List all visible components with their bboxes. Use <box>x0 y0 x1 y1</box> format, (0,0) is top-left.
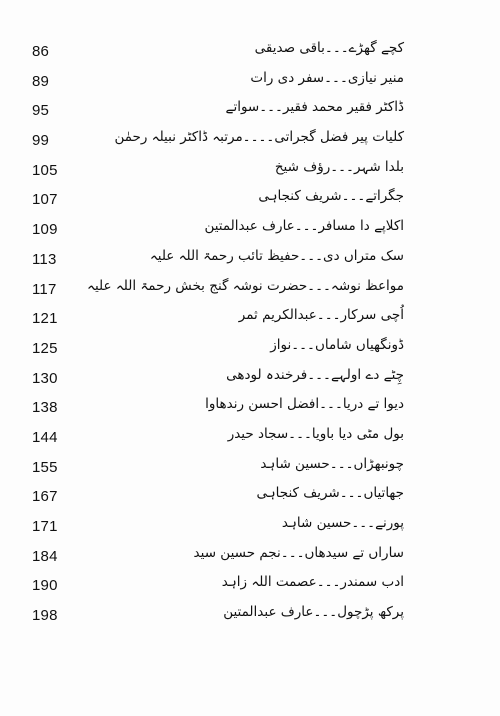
entry-title: ادب سمندر۔۔۔عصمت اللہ زاہد <box>221 574 404 591</box>
entry-title: اکلاپے دا مسافر۔۔۔عارف عبدالمتین <box>204 218 404 235</box>
page-number: 167 <box>32 488 58 506</box>
entry-title: دیوا تے دریا۔۔۔افضل احسن رندھاوا <box>205 396 404 413</box>
entry-title: ڈاکٹر فقیر محمد فقیر۔۔۔سواتے <box>225 99 404 116</box>
page-number: 198 <box>32 607 58 625</box>
page-number: 113 <box>32 250 57 268</box>
entry-title: اُچی سرکار۔۔۔عبدالکریم ثمر <box>238 307 404 324</box>
entry-title: پرکھ پڑچول۔۔۔عارف عبدالمتین <box>223 604 404 621</box>
page-number: 107 <box>32 191 58 209</box>
page-number: 95 <box>32 102 50 120</box>
toc-row <box>0 216 500 246</box>
page-number: 155 <box>32 458 58 476</box>
toc-row <box>0 454 500 484</box>
entry-title: جھاتیاں۔۔۔شریف کنجاہی <box>256 485 404 502</box>
page-number: 86 <box>32 43 50 60</box>
entry-title: سک متراں دی۔۔۔حفیظ تائب رحمۃ اللہ علیہ <box>149 247 404 264</box>
table-of-contents <box>0 38 500 632</box>
entry-title: ساراں تے سیدھاں۔۔۔نجم حسین سید <box>193 544 404 561</box>
toc-row <box>0 97 500 127</box>
toc-row <box>0 127 500 157</box>
entry-title: ڈونگھیاں شاماں۔۔۔نواز <box>270 336 404 353</box>
toc-row <box>0 68 500 98</box>
toc-row <box>0 276 500 306</box>
page-number: 99 <box>32 132 50 150</box>
toc-row <box>0 365 500 395</box>
page-number: 89 <box>32 72 50 90</box>
toc-row <box>0 483 500 513</box>
toc-row <box>0 602 500 632</box>
entry-title: منیر نیازی۔۔۔سفر دی رات <box>250 69 404 86</box>
toc-row <box>0 543 500 573</box>
page-number: 171 <box>32 518 58 535</box>
page-number: 190 <box>32 577 58 595</box>
toc-row <box>0 157 500 187</box>
entry-title: چِٹے دے اولہے۔۔۔فرخندہ لودھی <box>226 366 404 383</box>
page-number: 121 <box>32 310 58 328</box>
toc-row <box>0 186 500 216</box>
entry-title: بول مٹی دیا باویا۔۔۔سجاد حیدر <box>227 425 404 442</box>
toc-row <box>0 572 500 602</box>
entry-title: کلیات پیر فضل گجراتی۔۔۔۔مرتبہ ڈاکٹر نبیلہ رحمٰن <box>114 129 404 146</box>
page-number: 130 <box>32 369 58 387</box>
entry-title: پورنے۔۔۔حسین شاہد <box>281 515 404 531</box>
entry-title: بلدا شہر۔۔۔رؤف شیخ <box>274 158 404 175</box>
page-number: 125 <box>32 339 58 357</box>
page-number: 144 <box>32 428 58 446</box>
entry-title: چونبھڑاں۔۔۔حسین شاہد <box>260 455 404 472</box>
toc-row <box>0 513 500 543</box>
entry-title: کچے گھڑے۔۔۔باقی صدیقی <box>254 40 404 56</box>
toc-row <box>0 335 500 365</box>
entry-title: جگراتے۔۔۔شریف کنجاہی <box>258 188 404 205</box>
toc-row <box>0 394 500 424</box>
page-number: 138 <box>32 399 58 417</box>
page-number: 109 <box>32 221 58 239</box>
toc-row <box>0 424 500 454</box>
page-number: 117 <box>32 280 57 298</box>
toc-row <box>0 305 500 335</box>
entry-title: مواعظ نوشہ۔۔۔حضرت نوشہ گنج بخش رحمۃ اللہ علیہ <box>87 277 404 294</box>
toc-row <box>0 246 500 276</box>
page-number: 105 <box>32 161 58 179</box>
toc-row <box>0 38 500 68</box>
page-number: 184 <box>32 547 58 565</box>
